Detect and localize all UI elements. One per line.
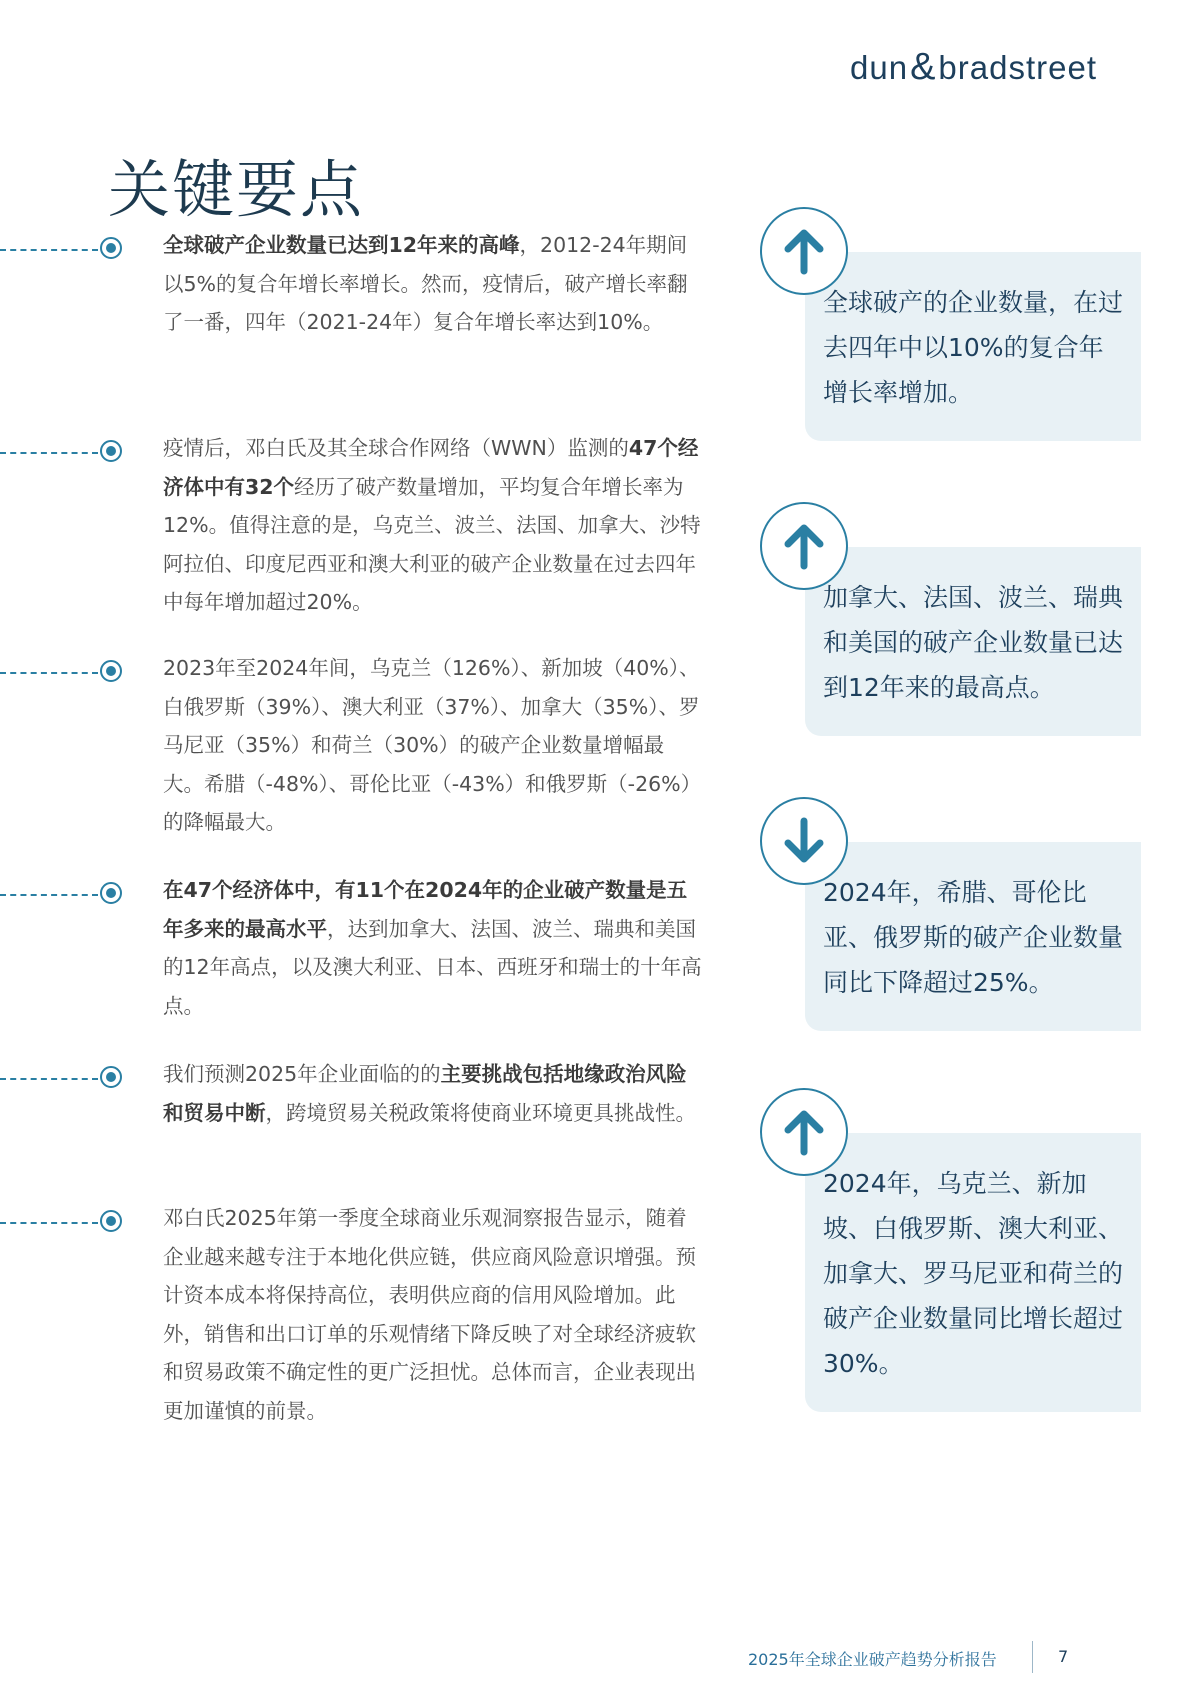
report-title: 2025年全球企业破产趋势分析报告 [748,1650,997,1669]
callout-text: 加拿大、法国、波兰、瑞典和美国的破产企业数量已达到12年来的最高点。 [823,583,1124,702]
key-point-bold: 47个经济体中有32个 [163,436,699,499]
callout-card [805,547,1141,736]
key-point-body: ，跨境贸易关税政策将使商业环境更具挑战性。 [265,1100,696,1125]
target-dot-icon [100,237,122,259]
callout-text: 2024年，乌克兰、新加坡、白俄罗斯、澳大利亚、加拿大、罗马尼亚和荷兰的破产企业数量同比增长超过30%。 [823,1169,1124,1378]
callout-card [805,842,1141,1031]
target-dot-icon [100,1066,122,1088]
target-dot-icon [100,660,122,682]
callout-text: 2024年，希腊、哥伦比亚、俄罗斯的破产企业数量同比下降超过25%。 [823,878,1124,997]
dashed-connector [0,452,98,454]
key-point-body: 2023年至2024年间，乌克兰（126%）、新加坡（40%）、白俄罗斯（39%）、澳大利亚（37%）、加拿大（35%）、罗马尼亚（35%）和荷兰（30%）的破产企业数量增幅最大。希腊（-48%）、哥伦比亚（-43%）和俄罗斯（-26%）的降幅最大。 [163,656,702,834]
dashed-connector [0,672,98,674]
key-point-lead: 我们预测2025年企业面临的的 [163,1062,441,1086]
dashed-connector [0,1222,98,1224]
callout-text: 全球破产的企业数量，在过去四年中以10%的复合年增长率增加。 [823,288,1124,407]
arrow-down-icon [760,797,848,885]
dashed-connector [0,894,98,896]
footer-divider [1032,1641,1033,1673]
key-point-body: ，2012-24年期间以5%的复合年增长率增长。然而，疫情后，破产增长率翻了一番，四年（2021-24年）复合年增长率达到10%。 [163,233,688,334]
key-point-text [163,1199,703,1430]
key-point-bold: 全球破产企业数量已达到12年来的高峰 [163,233,520,257]
key-point-bold: 在47个经济体中，有11个在2024年的企业破产数量是五年多来的最高水平 [163,878,688,941]
page-number: 7 [1058,1647,1069,1666]
callout-card [805,252,1141,441]
key-point-lead: 疫情后，邓白氏及其全球合作网络（WWN）监测的 [163,436,629,460]
arrow-up-icon [760,1088,848,1176]
logo-right-text: bradstreet [938,49,1098,86]
page-title: 关键要点 [108,153,365,226]
key-point-body: 邓白氏2025年第一季度全球商业乐观洞察报告显示，随着企业越来越专注于本地化供应链，供应商风险意识增强。预计资本成本将保持高位，表明供应商的信用风险增加。此外，销售和出口订单的乐观情绪下降反映了对全球经济疲软和贸易政策不确定性的更广泛担忧。总体而言，企业表现出更加谨慎的前景。 [163,1206,696,1423]
key-point-bold: 主要挑战包括地缘政治风险和贸易中断 [163,1062,687,1125]
dun-bradstreet-logo [850,46,1110,90]
key-point-text [163,429,703,622]
logo-ampersand: & [910,46,937,88]
key-point-body: ，达到加拿大、法国、波兰、瑞典和美国的12年高点，以及澳大利亚、日本、西班牙和瑞士的十年高点。 [163,916,702,1018]
key-point-text [163,226,703,342]
logo-left-text: dun [850,49,909,86]
target-dot-icon [100,440,122,462]
arrow-up-icon [760,207,848,295]
arrow-up-icon [760,502,848,590]
key-point-body: 经历了破产数量增加，平均复合年增长率为12%。值得注意的是，乌克兰、波兰、法国、加拿大、沙特阿拉伯、印度尼西亚和澳大利亚的破产企业数量在过去四年中每年增加超过20%。 [163,474,701,614]
key-point-text [163,1055,703,1132]
callout-card [805,1133,1141,1412]
page-footer [748,1641,1138,1673]
key-point-text [163,871,703,1025]
target-dot-icon [100,882,122,904]
dashed-connector [0,249,98,251]
target-dot-icon [100,1210,122,1232]
dashed-connector [0,1078,98,1080]
key-point-text [163,649,703,842]
